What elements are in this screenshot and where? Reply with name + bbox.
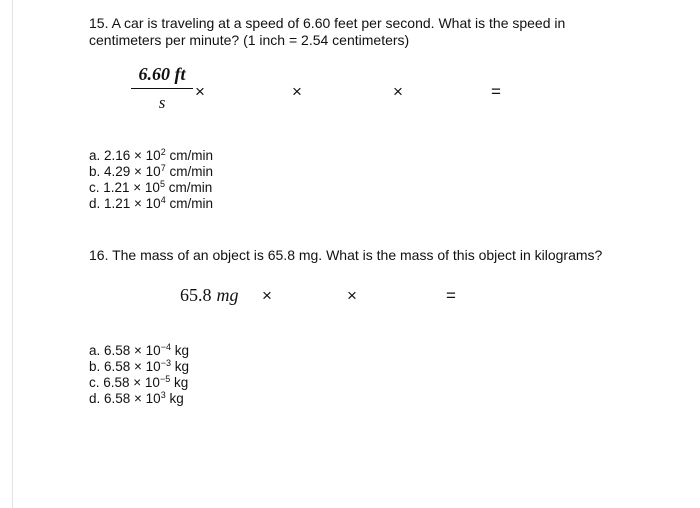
- q16-choice-a: a. $6.58 \times 10^{-4}$ kg: [89, 342, 189, 358]
- q16-choice-b: b. $6.58 \times 10^{-3}$ kg: [89, 358, 189, 374]
- q15-fraction: [131, 62, 193, 113]
- question-15-text: [89, 15, 565, 49]
- q16-times-sign-2: ×: [347, 286, 357, 305]
- q16-value: 65.8: [180, 285, 212, 305]
- q15-choice-d: d. $1.21 \times 10^4$ cm/min: [89, 195, 213, 211]
- q15-equals-sign: =: [491, 82, 501, 101]
- q16-unit: mg: [216, 285, 239, 305]
- question-15-line-1: 15. A car is traveling at a speed of 6.60 feet per second. What is the speed in: [89, 15, 566, 31]
- q16-times-sign-1: ×: [262, 286, 272, 305]
- q16-choice-d: d. $6.58 \times 10^3$ kg: [89, 390, 184, 406]
- q15-times-sign-1: ×: [195, 82, 205, 101]
- q15-numerator: 6.60 ft: [138, 64, 186, 84]
- q15-times-sign-3: ×: [393, 82, 403, 101]
- q15-choice-b: b. $4.29 \times 10^7$ cm/min: [89, 163, 213, 179]
- q16-equals-sign: =: [446, 286, 456, 305]
- q15-choice-a: a. $2.16 \times 10^2$ cm/min: [89, 147, 213, 163]
- q15-denominator: s: [158, 93, 166, 112]
- question-16-line-1: 16. The mass of an object is 65.8 mg. What is the mass of this object in kilograms?: [89, 247, 603, 263]
- question-15-line-2: centimeters per minute? (1 inch = 2.54 centimeters): [89, 32, 410, 48]
- q15-times-sign-2: ×: [292, 82, 302, 101]
- q15-choices: [89, 148, 213, 212]
- page-edge: [12, 0, 13, 508]
- q15-choice-c: c. $1.21 \times 10^5$ cm/min: [89, 179, 213, 195]
- question-16-text: [89, 247, 602, 264]
- q15-fraction-bar: [131, 88, 193, 89]
- q16-choices: [89, 343, 189, 407]
- q16-expression: [180, 284, 239, 306]
- q16-choice-c: c. $6.58 \times 10^{-5}$ kg: [89, 374, 189, 390]
